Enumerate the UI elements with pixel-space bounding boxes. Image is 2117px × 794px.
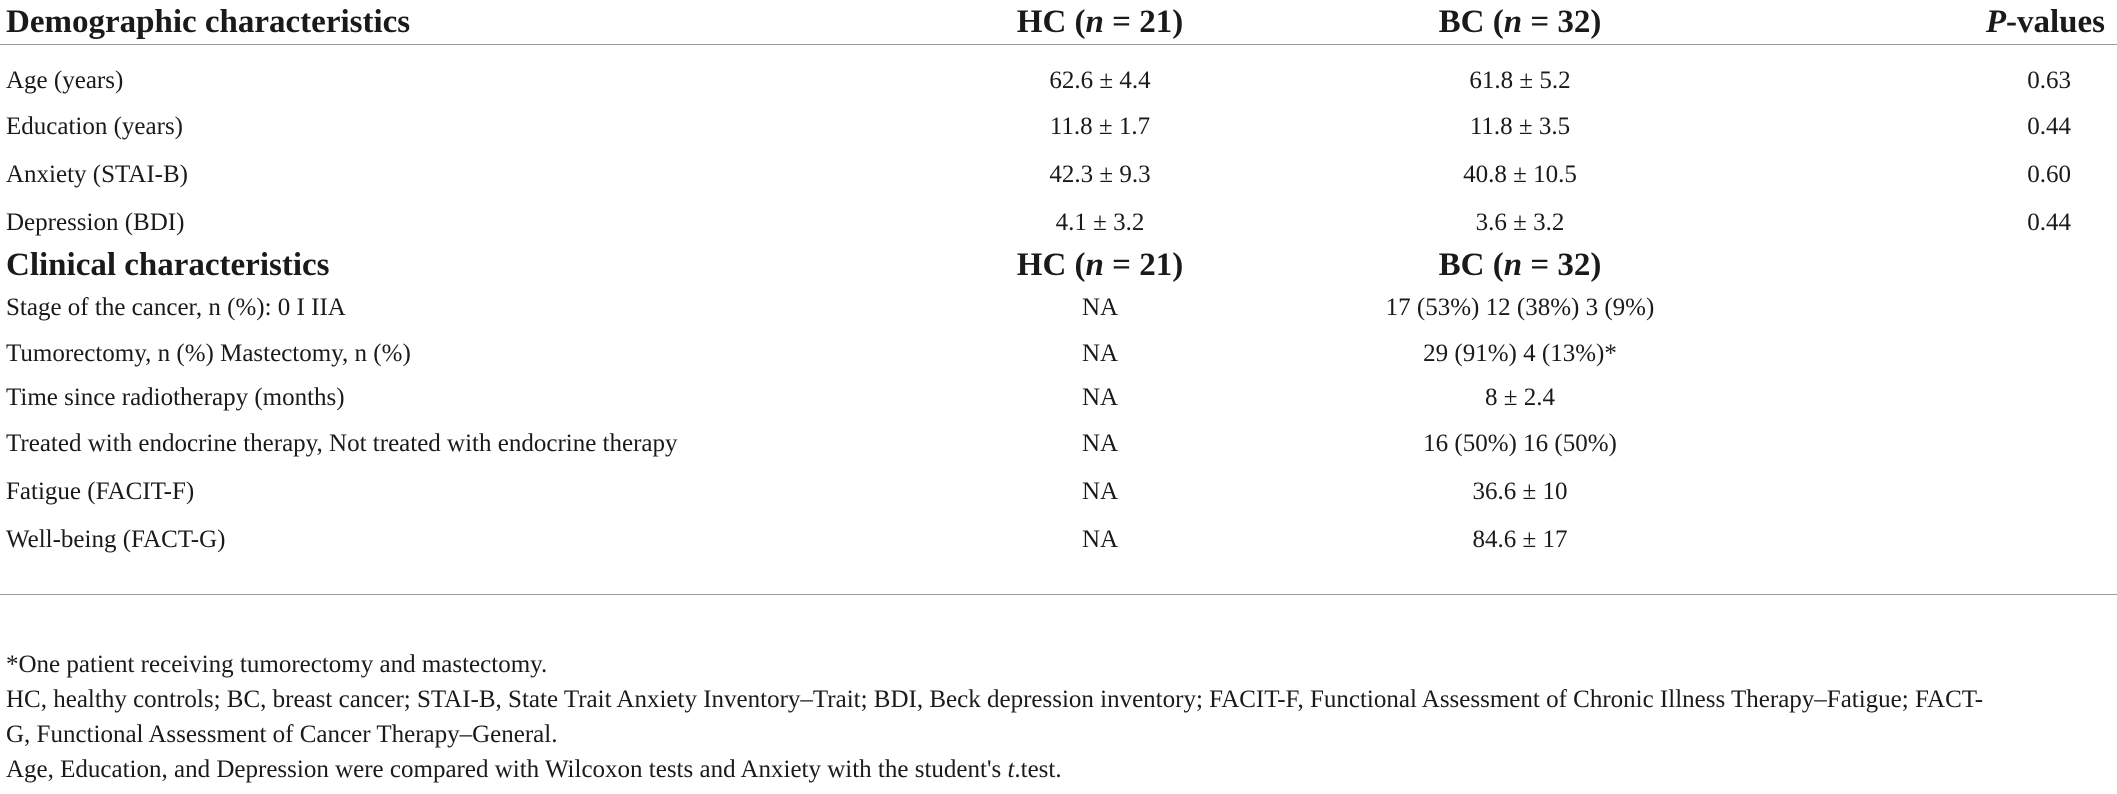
hc-column-header: HC (n = 21) [1016, 247, 1184, 283]
bc-value: 40.8 ± 10.5 [1463, 161, 1577, 188]
table-row [0, 332, 2117, 376]
footnote-statistics: Age, Education, and Depression were compared with Wilcoxon tests and Anxiety with the student's t.test. [6, 756, 1062, 783]
hc-value: 11.8 ± 1.7 [1049, 113, 1151, 140]
p-values-column-header: P-values [1985, 3, 2105, 40]
footnote-abbreviations: HC, healthy controls; BC, breast cancer; STAI-B, State Trait Anxiety Inventory–Trait; BDI, Beck depression inventory; FACIT-F, Functional Assessment of Chronic Illness Therapy–Fatigue; FACT- G, Functional Assessment of Cancer Therapy–General. [6, 686, 1984, 748]
table-row [0, 468, 2117, 516]
bc-value: 29 (91%) 4 (13%)* [1423, 340, 1617, 367]
hc-value: NA [1081, 384, 1119, 411]
table-row [0, 151, 2117, 199]
table-row [0, 199, 2117, 247]
clinical-section-title: Clinical characteristics [6, 247, 330, 283]
hc-value: NA [1081, 294, 1119, 321]
bc-value: 8 ± 2.4 [1485, 384, 1555, 411]
table-row [0, 376, 2117, 420]
hc-value: 4.1 ± 3.2 [1055, 209, 1145, 236]
table-footnotes [6, 647, 2106, 787]
p-value: 0.44 [2027, 209, 2071, 236]
bc-value: 84.6 ± 17 [1472, 526, 1568, 553]
bc-value: 11.8 ± 3.5 [1469, 113, 1571, 140]
table-row [0, 420, 2117, 468]
row-label: Depression (BDI) [6, 209, 185, 236]
bc-value: 36.6 ± 10 [1472, 478, 1568, 505]
hc-value: NA [1081, 430, 1119, 457]
table-row [0, 103, 2117, 151]
hc-value: 42.3 ± 9.3 [1049, 161, 1151, 188]
bc-value: 17 (53%) 12 (38%) 3 (9%) [1385, 294, 1655, 321]
hc-value: NA [1081, 340, 1119, 367]
row-label: Time since radiotherapy (months) [6, 384, 345, 411]
row-label: Age (years) [6, 67, 124, 94]
hc-value: NA [1081, 526, 1119, 553]
p-value: 0.60 [2027, 161, 2071, 188]
row-label: Anxiety (STAI-B) [6, 161, 188, 188]
p-value: 0.44 [2027, 113, 2071, 140]
bc-value: 3.6 ± 3.2 [1475, 209, 1565, 236]
bc-column-header: BC (n = 32) [1438, 247, 1602, 283]
row-label: Education (years) [6, 113, 184, 140]
row-label: Stage of the cancer, n (%): 0 I IIA [6, 294, 346, 321]
row-label: Fatigue (FACIT-F) [6, 478, 195, 505]
table-row [0, 516, 2117, 564]
bc-column-header: BC (n = 32) [1438, 3, 1602, 40]
p-value: 0.63 [2027, 67, 2071, 94]
clinical-header-row [0, 247, 2117, 284]
row-label: Well-being (FACT-G) [6, 526, 226, 553]
table-row [0, 59, 2117, 103]
hc-column-header: HC (n = 21) [1016, 3, 1184, 40]
demographic-header-row [0, 0, 2117, 45]
hc-value: NA [1081, 478, 1119, 505]
row-label: Treated with endocrine therapy, Not treated with endocrine therapy [6, 430, 678, 457]
bc-value: 16 (50%) 16 (50%) [1423, 430, 1617, 457]
hc-value: 62.6 ± 4.4 [1049, 67, 1151, 94]
footnote-asterisk: *One patient receiving tumorectomy and mastectomy. [6, 651, 548, 678]
header-divider [0, 45, 2117, 60]
table-bottom-rule [0, 564, 2117, 595]
bc-value: 61.8 ± 5.2 [1469, 67, 1571, 94]
row-label: Tumorectomy, n (%) Mastectomy, n (%) [6, 340, 411, 367]
demographic-section-title: Demographic characteristics [6, 3, 411, 40]
table-row [0, 284, 2117, 332]
